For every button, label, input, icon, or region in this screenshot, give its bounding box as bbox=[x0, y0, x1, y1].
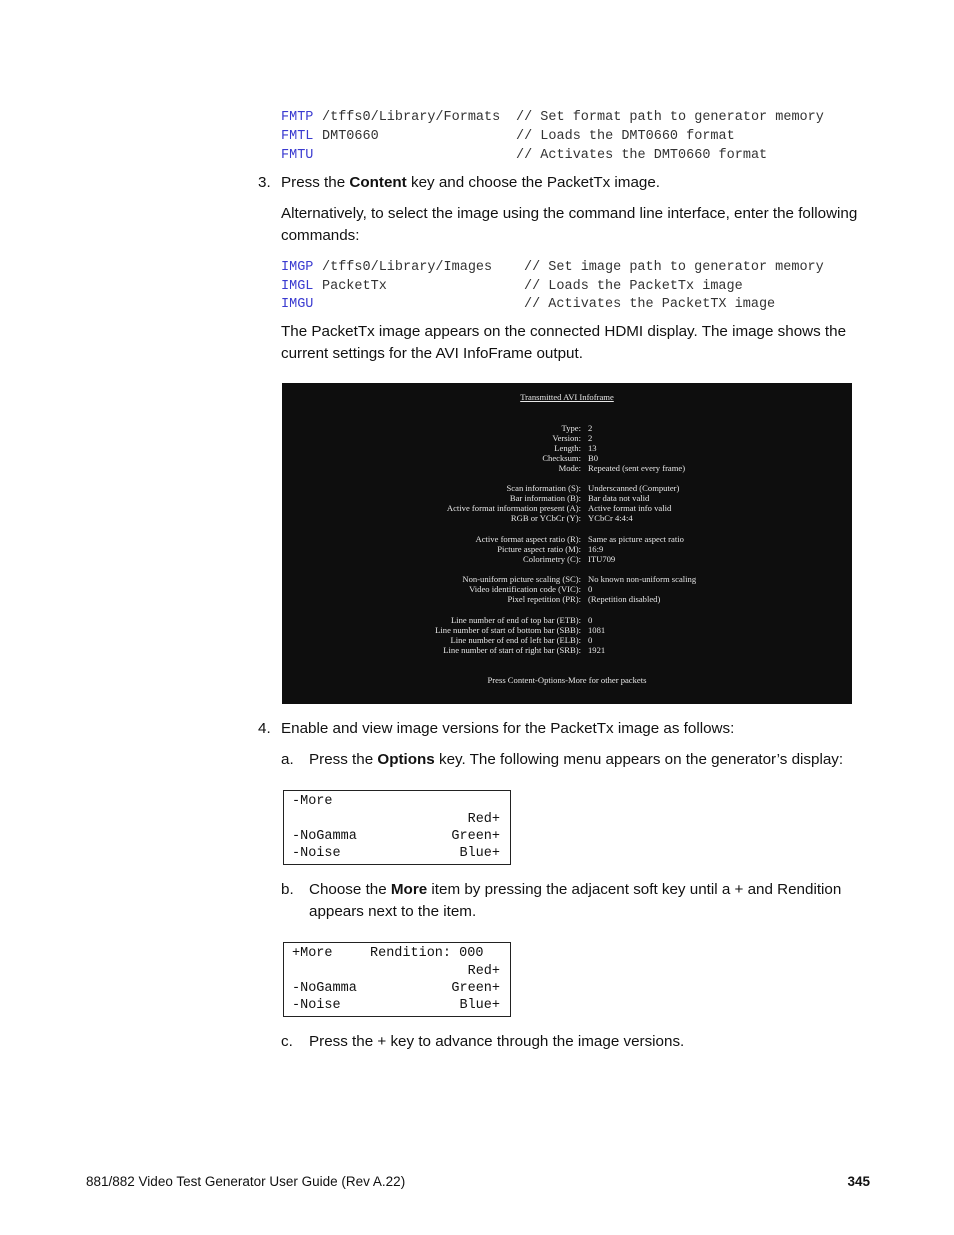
infoframe-value: Underscanned (Computer) bbox=[588, 483, 680, 493]
substep-letter: c. bbox=[281, 1033, 293, 1050]
command-comment: // Loads the PacketTx image bbox=[524, 278, 743, 294]
substep-letter: b. bbox=[281, 881, 294, 898]
step-4a-text: Press the Options key. The following menu appears on the generator’s display: bbox=[309, 751, 844, 768]
infoframe-label: Picture aspect ratio (M): bbox=[497, 543, 581, 554]
step-number: 4. bbox=[258, 720, 271, 737]
infoframe-row bbox=[282, 534, 852, 544]
infoframe-row bbox=[282, 423, 852, 433]
display-line: +More Rendition: 000 bbox=[292, 946, 484, 961]
infoframe-value: B0 bbox=[588, 452, 599, 463]
alternative-paragraph: Alternatively, to select the image using the command line interface, enter the following commands: bbox=[281, 205, 858, 244]
infoframe-value: ITU709 bbox=[588, 553, 616, 564]
command-keyword: IMGU bbox=[281, 297, 314, 312]
command-comment: // Activates the DMT0660 format bbox=[516, 148, 768, 163]
display-line: -More bbox=[292, 794, 333, 809]
infoframe-label: RGB or YCbCr (Y): bbox=[510, 513, 581, 524]
command-argument: PacketTx bbox=[322, 278, 387, 294]
command-keyword: FMTL bbox=[281, 129, 314, 144]
infoframe-row bbox=[282, 625, 852, 635]
page-number: 345 bbox=[847, 1174, 870, 1189]
infoframe-row bbox=[282, 594, 852, 604]
infoframe-row bbox=[282, 615, 852, 625]
code-line bbox=[281, 295, 881, 314]
footer-guide-title: 881/882 Video Test Generator User Guide (Rev A.22) bbox=[86, 1174, 406, 1189]
infoframe-label: Active format information present (A): bbox=[446, 503, 581, 514]
substep-letter: a. bbox=[281, 751, 294, 768]
command-comment: // Set image path to generator memory bbox=[524, 260, 824, 275]
infoframe-row bbox=[282, 645, 852, 655]
packettx-paragraph: The PacketTx image appears on the connected HDMI display. The image shows the current settings for the AVI InfoFrame output. bbox=[281, 323, 847, 362]
infoframe-value: 0 bbox=[588, 634, 593, 645]
infoframe-value: 2 bbox=[588, 432, 593, 443]
infoframe-row bbox=[282, 483, 852, 493]
infoframe-row bbox=[282, 453, 852, 463]
code-line bbox=[281, 146, 881, 165]
infoframe-value: YCbCr 4:4:4 bbox=[588, 513, 633, 524]
infoframe-value: (Repetition disabled) bbox=[588, 594, 661, 605]
infoframe-label: Line number of end of left bar (ELB): bbox=[450, 634, 581, 645]
infoframe-row bbox=[282, 433, 852, 443]
infoframe-value: Bar data not valid bbox=[588, 493, 650, 504]
command-argument: /tffs0/Library/Formats bbox=[322, 110, 501, 125]
command-keyword: FMTU bbox=[281, 148, 314, 163]
step-4c-text: Press the + key to advance through the image versions. bbox=[309, 1033, 685, 1050]
infoframe-label: Type: bbox=[561, 422, 581, 433]
command-argument: DMT0660 bbox=[322, 129, 379, 144]
key-name-options: Options bbox=[377, 751, 435, 768]
display-line: -NoGamma Green+ bbox=[292, 828, 500, 844]
infoframe-label: Line number of end of top bar (ETB): bbox=[450, 614, 581, 625]
infoframe-label: Checksum: bbox=[542, 452, 581, 463]
code-line bbox=[281, 277, 881, 296]
infoframe-label: Version: bbox=[552, 432, 581, 443]
infoframe-row bbox=[282, 554, 852, 564]
infoframe-value: 2 bbox=[588, 422, 593, 433]
step-number: 3. bbox=[258, 174, 271, 191]
command-argument: /tffs0/Library/Images bbox=[322, 260, 493, 275]
screen-footer: Press Content-Options-More for other packets bbox=[487, 675, 647, 685]
step-4b-text: Choose the More item by pressing the adjacent soft key until a + and Rendition appears next to the item. bbox=[309, 881, 842, 920]
code-line bbox=[281, 108, 881, 127]
infoframe-row bbox=[282, 493, 852, 503]
infoframe-row bbox=[282, 443, 852, 453]
code-block-image bbox=[281, 258, 881, 318]
infoframe-label: Non-uniform picture scaling (SC): bbox=[462, 574, 581, 584]
command-comment: // Set format path to generator memory bbox=[516, 110, 824, 125]
infoframe-value: 1921 bbox=[588, 644, 606, 655]
infoframe-label: Bar information (B): bbox=[509, 493, 581, 504]
command-comment: // Loads the DMT0660 format bbox=[516, 129, 735, 144]
infoframe-label: Length: bbox=[554, 442, 581, 453]
generator-display-menu bbox=[283, 790, 511, 865]
step-4-text: Enable and view image versions for the PacketTx image as follows: bbox=[281, 720, 735, 737]
display-line: Red+ bbox=[467, 811, 500, 827]
key-name-content: Content bbox=[349, 174, 407, 191]
infoframe-label: Scan information (S): bbox=[506, 483, 581, 493]
infoframe-value: 13 bbox=[588, 442, 597, 453]
generator-display-rendition bbox=[283, 942, 511, 1017]
infoframe-row bbox=[282, 544, 852, 554]
key-name-more: More bbox=[390, 881, 428, 898]
infoframe-value: Repeated (sent every frame) bbox=[588, 463, 686, 474]
avi-infoframe-screen bbox=[282, 383, 852, 704]
infoframe-label: Pixel repetition (PR): bbox=[507, 594, 581, 605]
infoframe-row bbox=[282, 513, 852, 523]
code-line bbox=[281, 258, 881, 277]
infoframe-label: Mode: bbox=[558, 463, 581, 474]
infoframe-label: Active format aspect ratio (R): bbox=[475, 533, 581, 544]
infoframe-row bbox=[282, 574, 852, 584]
infoframe-row bbox=[282, 463, 852, 473]
infoframe-row bbox=[282, 503, 852, 513]
infoframe-value: Active format info valid bbox=[588, 503, 672, 514]
infoframe-label: Line number of start of bottom bar (SBB): bbox=[435, 624, 581, 635]
display-line: -Noise Blue+ bbox=[292, 845, 500, 861]
command-keyword: IMGL bbox=[281, 278, 314, 294]
screen-title: Transmitted AVI Infoframe bbox=[520, 392, 614, 402]
infoframe-label: Video identification code (VIC): bbox=[469, 584, 581, 595]
infoframe-row bbox=[282, 635, 852, 645]
infoframe-row bbox=[282, 584, 852, 594]
infoframe-label: Line number of start of right bar (SRB): bbox=[443, 644, 581, 655]
code-line bbox=[281, 127, 881, 146]
display-line: Red+ bbox=[467, 963, 500, 979]
infoframe-value: 0 bbox=[588, 584, 593, 595]
display-line: -NoGamma Green+ bbox=[292, 980, 500, 996]
code-block-format bbox=[281, 108, 881, 168]
infoframe-label: Colorimetry (C): bbox=[523, 553, 581, 564]
infoframe-value: No known non-uniform scaling bbox=[588, 574, 697, 584]
command-comment: // Activates the PacketTX image bbox=[524, 297, 776, 312]
step-3-text: Press the Content key and choose the PacketTx image. bbox=[281, 174, 661, 191]
infoframe-value: 0 bbox=[588, 614, 593, 625]
command-keyword: IMGP bbox=[281, 260, 314, 275]
command-keyword: FMTP bbox=[281, 110, 314, 125]
infoframe-value: 1081 bbox=[588, 624, 606, 635]
infoframe-value: Same as picture aspect ratio bbox=[588, 533, 684, 544]
display-line: -Noise Blue+ bbox=[292, 997, 500, 1013]
infoframe-value: 16:9 bbox=[588, 543, 604, 554]
